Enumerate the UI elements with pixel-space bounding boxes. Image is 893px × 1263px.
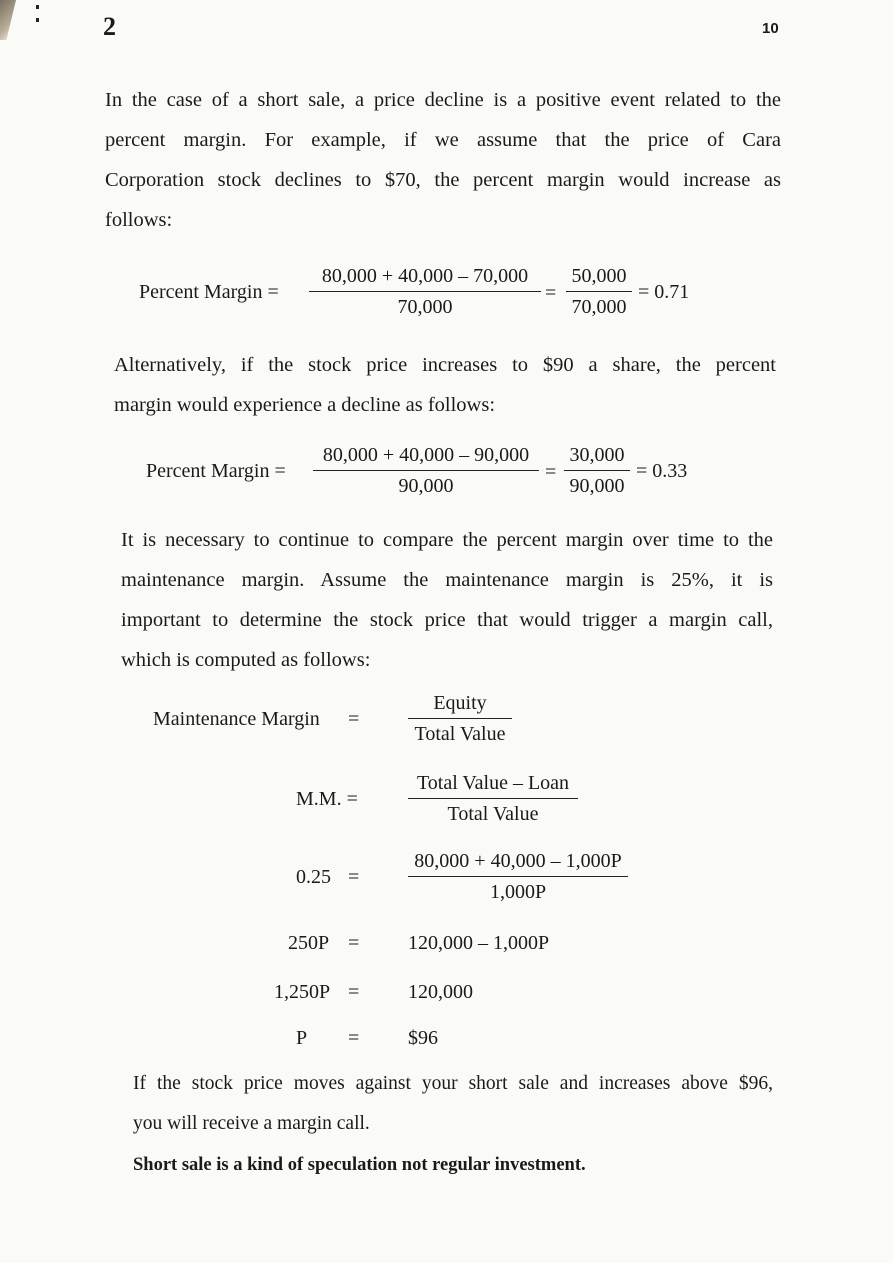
paragraph-maintenance-margin: [121, 520, 773, 680]
speck-mark: [36, 5, 39, 9]
text-line: margin would experience a decline as follows:: [114, 394, 496, 416]
fraction-denominator: Total Value: [414, 723, 506, 745]
equals-sign: =: [545, 282, 557, 304]
derivation-lhs: M.M. =: [296, 788, 358, 810]
derivation-lhs: 250P: [288, 932, 330, 954]
fraction-denominator: 1,000P: [489, 881, 547, 903]
fraction-numerator: Equity: [408, 692, 512, 719]
text-line: In the case of a short sale, a price decline is a positive event related to the: [105, 89, 781, 111]
equation-result: = 0.71: [638, 281, 690, 303]
text-line: It is necessary to continue to compare the percent margin over time to the: [121, 529, 773, 551]
fraction-simplified: [564, 444, 630, 498]
page-corner-shadow: [0, 0, 16, 40]
derivation-lhs: Maintenance Margin: [153, 708, 320, 730]
fraction-main: [313, 444, 539, 498]
fraction-numerator: 80,000 + 40,000 – 1,000P: [408, 850, 628, 877]
equals-sign: =: [348, 1027, 360, 1049]
fraction-numerator: 80,000 + 40,000 – 90,000: [313, 444, 539, 471]
derivation-rhs: 120,000: [408, 981, 473, 1003]
fraction-numerator: 80,000 + 40,000 – 70,000: [309, 265, 541, 292]
equals-sign: =: [348, 932, 360, 954]
paragraph-margin-call-conclusion: [133, 1064, 773, 1144]
equation-label: Percent Margin =: [146, 460, 286, 482]
fraction-denominator: 70,000: [571, 296, 627, 318]
page-number: 10: [762, 20, 779, 37]
fraction-value-loan: [408, 772, 578, 826]
derivation-lhs: 0.25: [296, 866, 331, 888]
fraction-numerator: Total Value – Loan: [408, 772, 578, 799]
fraction-price-equation: [408, 850, 628, 904]
fraction-denominator: Total Value: [447, 803, 539, 825]
derivation-lhs: P: [296, 1027, 308, 1049]
chapter-number: 2: [103, 12, 116, 41]
fraction-denominator: 90,000: [569, 475, 625, 497]
fraction-numerator: 30,000: [564, 444, 630, 471]
paragraph-price-increase: [114, 345, 776, 425]
text-line: important to determine the stock price that would trigger a margin call,: [121, 609, 773, 631]
fraction-numerator: 50,000: [566, 265, 632, 292]
fraction-denominator: 90,000: [398, 475, 454, 497]
fraction-denominator: 70,000: [397, 296, 453, 318]
text-line: percent margin. For example, if we assume that the price of Cara: [105, 129, 781, 151]
text-line: which is computed as follows:: [121, 649, 371, 671]
equals-sign: =: [348, 981, 360, 1003]
text-line: If the stock price moves against your short sale and increases above $96,: [133, 1073, 773, 1094]
fraction-simplified: [566, 265, 632, 319]
equation-result: = 0.33: [636, 460, 688, 482]
fraction-main: [309, 265, 541, 319]
derivation-rhs: 120,000 – 1,000P: [408, 932, 550, 954]
text-line: Alternatively, if the stock price increases to $90 a share, the percent: [114, 354, 776, 376]
equals-sign: =: [348, 708, 360, 730]
equals-sign: =: [348, 866, 360, 888]
text-line: follows:: [105, 209, 173, 231]
equation-label: Percent Margin =: [139, 281, 279, 303]
text-line: Corporation stock declines to $70, the percent margin would increase as: [105, 169, 781, 191]
derivation-rhs: $96: [408, 1027, 438, 1049]
equals-sign: =: [545, 461, 557, 483]
text-line: maintenance margin. Assume the maintenance margin is 25%, it is: [121, 569, 773, 591]
derivation-lhs: 1,250P: [274, 981, 331, 1003]
text-line: you will receive a margin call.: [133, 1113, 370, 1134]
speck-mark: [36, 18, 39, 22]
paragraph-short-sale-intro: [105, 80, 781, 240]
bold-note: Short sale is a kind of speculation not regular investment.: [133, 1155, 586, 1175]
fraction-equity-total: [408, 692, 512, 746]
